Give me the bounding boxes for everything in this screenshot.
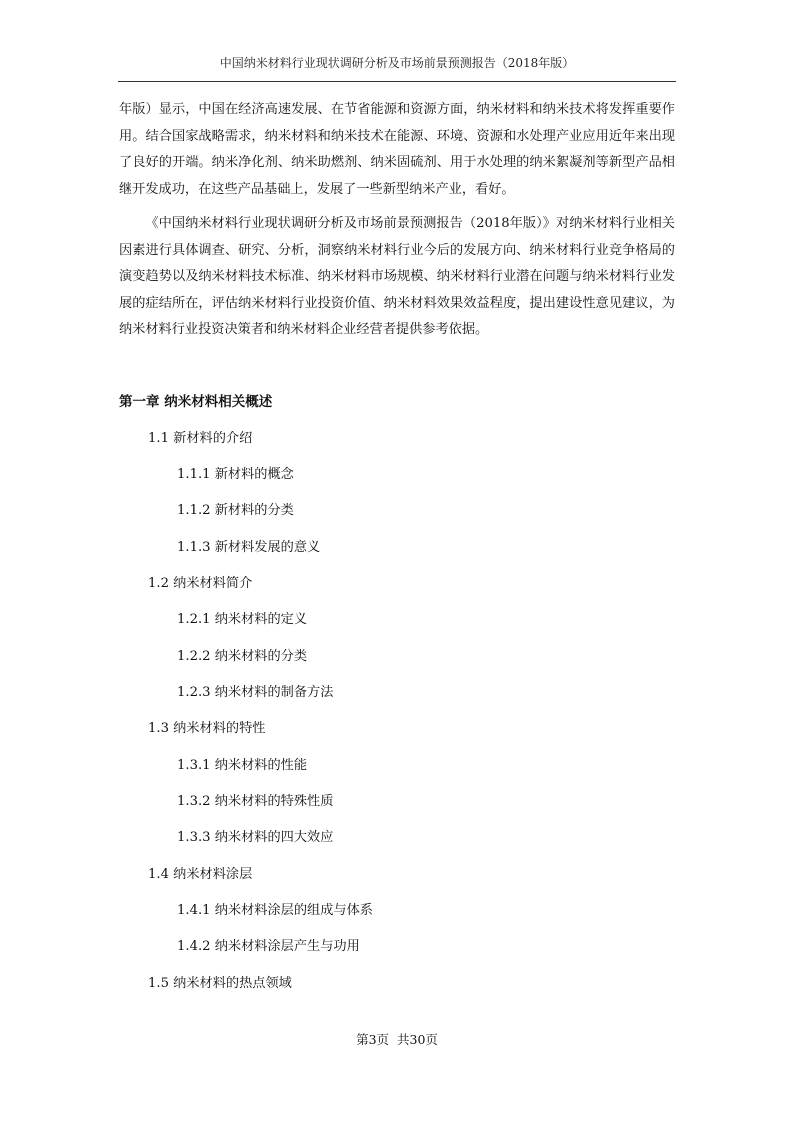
body-paragraph-2: 《中国纳米材料行业现状调研分析及市场前景预测报告（2018年版）》对纳米材料行业相关因素进行具体调查、研究、分析，洞察纳米材料行业今后的发展方向、纳米材料行业竞争格局的演变趋势以及纳米材料技术标准、纳米材料市场规模、纳米材料行业潜在问题与纳米材料行业发展的症结所在，评估纳米材料行业投资价值、纳米材料效果效益程度，提出建设性意见建议，为纳米材料行业投资决策者和纳米材料企业经营者提供参考依据。 bbox=[119, 216, 675, 337]
toc-subsection-1-4-2: 1.4.2 纳米材料涂层产生与功用 bbox=[177, 939, 360, 954]
toc-subsection-1-4-1: 1.4.1 纳米材料涂层的组成与体系 bbox=[177, 903, 373, 918]
page-header-title: 中国纳米材料行业现状调研分析及市场前景预测报告（2018年版） bbox=[219, 56, 575, 70]
toc-subsection-1-3-1: 1.3.1 纳米材料的性能 bbox=[177, 758, 308, 773]
toc-subsection-1-1-2: 1.1.2 新材料的分类 bbox=[177, 503, 294, 518]
toc-section-1-3: 1.3 纳米材料的特性 bbox=[148, 721, 266, 736]
toc-subsection-1-1-3: 1.1.3 新材料发展的意义 bbox=[177, 540, 321, 555]
toc-subsection-1-3-2: 1.3.2 纳米材料的特殊性质 bbox=[177, 794, 334, 809]
page-number-footer: 第3页 共30页 bbox=[356, 1032, 438, 1047]
toc-section-1-4: 1.4 纳米材料涂层 bbox=[148, 867, 253, 882]
toc-subsection-1-1-1: 1.1.1 新材料的概念 bbox=[177, 467, 294, 482]
toc-section-1-1: 1.1 新材料的介绍 bbox=[148, 431, 253, 446]
toc-subsection-1-2-1: 1.2.1 纳米材料的定义 bbox=[177, 612, 308, 627]
toc-section-1-5: 1.5 纳米材料的热点领域 bbox=[148, 976, 292, 991]
toc-subsection-1-2-3: 1.2.3 纳米材料的制备方法 bbox=[177, 685, 334, 700]
toc-subsection-1-3-3: 1.3.3 纳米材料的四大效应 bbox=[177, 830, 334, 845]
chapter-heading: 第一章 纳米材料相关概述 bbox=[119, 394, 273, 410]
body-paragraph-1: 年版）显示，中国在经济高速发展、在节省能源和资源方面，纳米材料和纳米技术将发挥重要作用。结合国家战略需求，纳米材料和纳米技术在能源、环境、资源和水处理产业应用近年来出现了良好的开端。纳米净化剂、纳米助燃剂、纳米固硫剂、用于水处理的纳米絮凝剂等新型产品相继开发成功，在这些产品基础上，发展了一些新型纳米产业，看好。 bbox=[119, 102, 675, 197]
toc-section-1-2: 1.2 纳米材料简介 bbox=[148, 576, 253, 591]
header-divider bbox=[118, 81, 676, 82]
toc-subsection-1-2-2: 1.2.2 纳米材料的分类 bbox=[177, 649, 308, 664]
